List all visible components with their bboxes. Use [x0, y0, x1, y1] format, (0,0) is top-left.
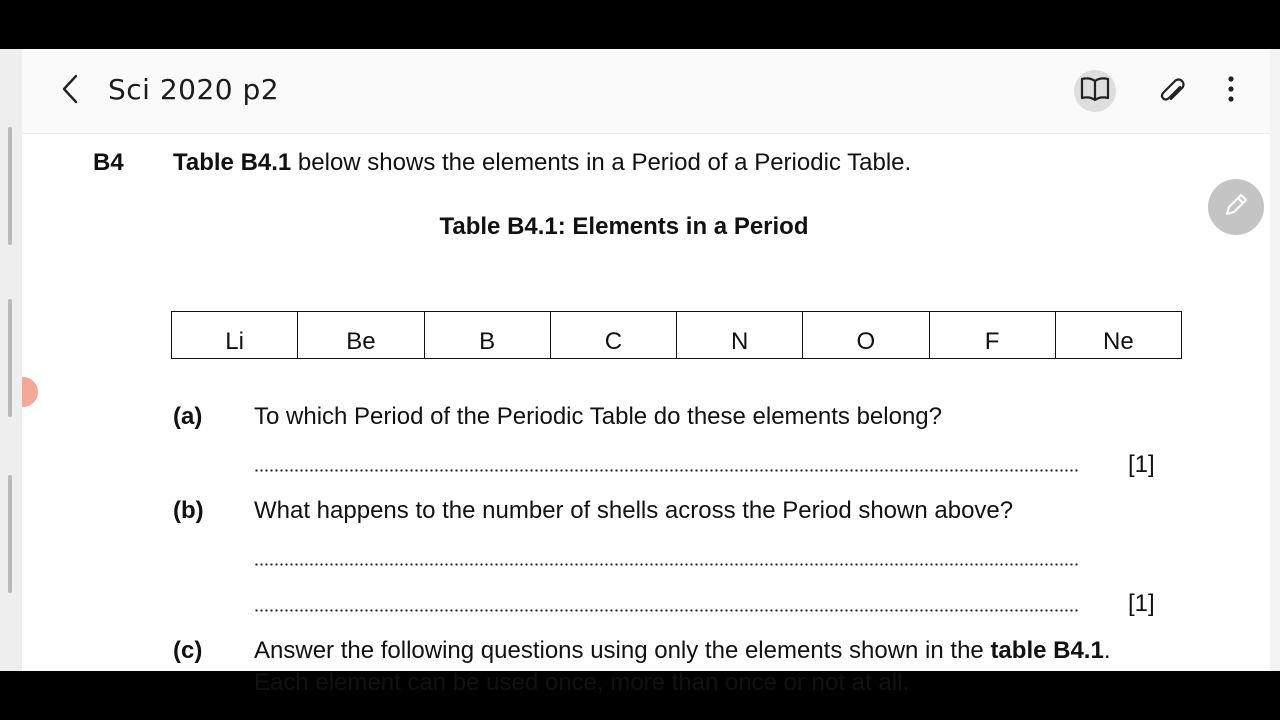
part-c-text-end: . [1103, 637, 1111, 664]
part-c-text: Answer the following questions using only the elements shown in the [254, 637, 991, 664]
part-c-instruction: Each element can be used once, more than once or not at all. [254, 669, 910, 696]
element-cell: C [550, 312, 676, 359]
more-options-button[interactable] [1210, 70, 1252, 112]
more-vertical-icon [1227, 76, 1235, 107]
scrollbar-segment[interactable] [8, 299, 12, 417]
elements-table [171, 311, 1182, 359]
part-c-question [254, 637, 1111, 665]
table-reference: Table B4.1 [173, 149, 292, 176]
scrollbar-segment[interactable] [8, 475, 12, 593]
part-c-label: (c) [173, 637, 203, 664]
left-scroll-gutter [0, 49, 22, 671]
part-a-mark: [1] [1128, 451, 1155, 478]
answer-line [254, 563, 1080, 566]
table-caption: Table B4.1: Elements in a Period [439, 213, 809, 240]
document-page [22, 133, 1270, 696]
part-b-mark: [1] [1128, 590, 1155, 617]
pen-icon [1223, 192, 1249, 223]
intro-text: below shows the elements in a Period of a Periodic Table. [291, 149, 912, 176]
element-cell: Li [172, 312, 298, 359]
element-cell: Be [298, 312, 424, 359]
scrollbar-segment[interactable] [8, 127, 12, 245]
question-number: B4 [93, 149, 124, 176]
document-viewer [0, 49, 1280, 696]
question-intro [173, 149, 911, 177]
part-a-label: (a) [173, 403, 203, 430]
book-icon [1080, 76, 1110, 107]
element-cell: N [677, 312, 803, 359]
document-title: Sci 2020 p2 [108, 73, 280, 106]
back-button[interactable] [56, 73, 84, 109]
element-cell: F [929, 312, 1055, 359]
reading-mode-button[interactable] [1074, 70, 1116, 112]
element-cell: O [803, 312, 929, 359]
right-gutter [1270, 49, 1280, 671]
chevron-left-icon [60, 73, 80, 110]
element-cell: B [424, 312, 550, 359]
element-cell: Ne [1055, 312, 1181, 359]
annotate-button[interactable] [1208, 179, 1264, 235]
answer-line [254, 609, 1080, 612]
part-b-label: (b) [173, 497, 204, 524]
part-a-question: To which Period of the Periodic Table do these elements belong? [254, 403, 942, 430]
paperclip-icon [1158, 75, 1186, 108]
answer-line [254, 469, 1080, 472]
top-app-bar [22, 49, 1270, 134]
table-reference: table B4.1 [990, 637, 1104, 664]
part-b-question: What happens to the number of shells across the Period shown above? [254, 497, 1014, 524]
attach-button[interactable] [1151, 70, 1193, 112]
